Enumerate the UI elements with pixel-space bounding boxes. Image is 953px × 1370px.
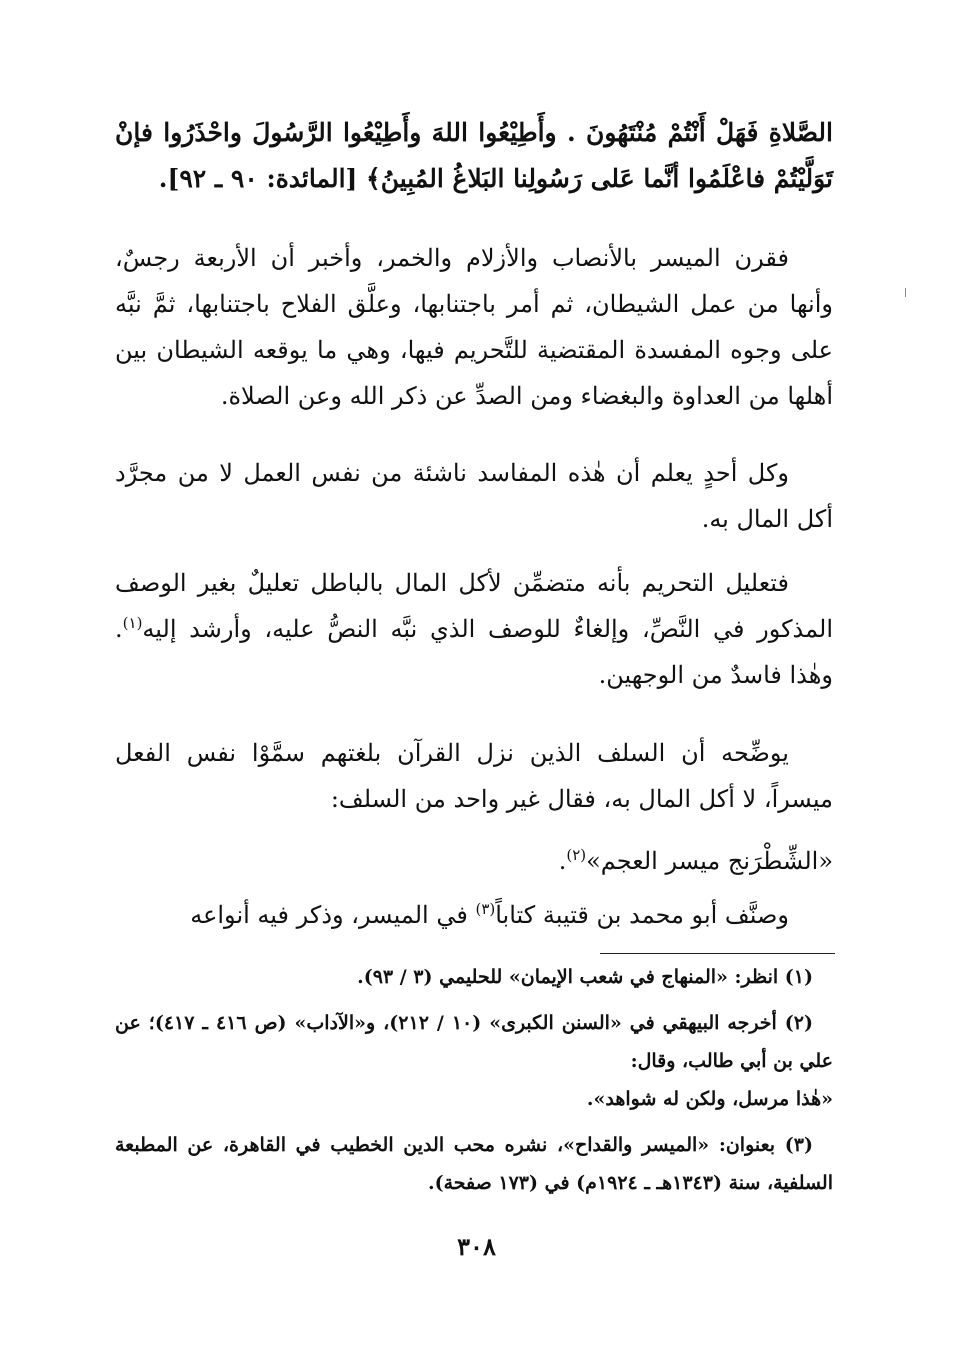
quote-text: «الشِّطْرَنج ميسر العجم» <box>586 847 833 875</box>
footnote-3: (٣) بعنوان: «الميسر والقداح»، نشره محب الدين الخطيب في القاهرة، عن المطبعة السلفية، سنة (١٣٤٣هـ ـ ١٩٢٤م) في (١٧٣ صفحة). <box>115 1134 833 1194</box>
footnote-2: (٢) أخرجه البيهقي في «السنن الكبرى» (١٠ / ٢١٢)، و«الآداب» (ص ٤١٦ ـ ٤١٧)؛ عن علي بن أبي طالب، وقال: <box>115 1012 833 1072</box>
paragraph-3-text: فتعليل التحريم بأنه متضمِّن لأكل المال بالباطل تعليلٌ بغير الوصف المذكور في النَّصِّ، وإلغاءٌ للوصف الذي نبَّه النصُّ عليه، وأرشد إليه <box>115 569 833 643</box>
footnote-ref-1: (١) <box>122 614 143 632</box>
quran-verse: الصَّلاةِ فَهَلْ أَنْتُمْ مُنْتَهُونَ . وأَطِيْعُوا اللهَ وأَطِيْعُوا الرَّسُولَ واحْذَرُوا فإنْ تَوَلَّيْتُمْ فاعْلَمُوا أنَّما عَلى رَسُولِنا البَلاغُ المُبِينُ﴾ [المائدة: ٩٠ ـ ٩٢]. <box>115 118 833 193</box>
footnote-1: (١) انظر: «المنهاج في شعب الإيمان» للحليمي (٣ / ٩٣). <box>357 966 813 988</box>
footnote-ref-2: (٢) <box>566 846 587 864</box>
quote-line: «الشِّطْرَنج ميسر العجم»$^{(٢)}$. <box>558 846 833 875</box>
footnote-divider <box>600 953 835 954</box>
paragraph-5 <box>115 892 833 938</box>
footnote-2-quote: «هٰذا مرسل، ولكن له شواهد». <box>586 1088 833 1110</box>
footnotes <box>115 958 833 1210</box>
page-number: ٣٠٨ <box>457 1232 496 1261</box>
paragraph-3-ending: . وهٰذا فاسدٌ من الوجهين. <box>115 615 833 689</box>
paragraph-5-ending: في الميسر، وذكر فيه أنواعه <box>190 901 476 929</box>
paragraph-3 <box>115 560 833 698</box>
paragraph-5-text: وصنَّف أبو محمد بن قتيبة كتاباً <box>495 901 789 929</box>
footnote-ref-3: (٣) <box>475 900 496 918</box>
paragraph-2: وكل أحدٍ يعلم أن هٰذه المفاسد ناشئة من نفس العمل لا من مجرَّد أكل المال به. <box>115 459 833 533</box>
paragraph-1: فقرن الميسر بالأنصاب والأزلام والخمر، وأخبر أن الأربعة رجسٌ، وأنها من عمل الشيطان، ثم أمر باجتنابها، وعلَّق الفلاح باجتنابها، ثمَّ نبَّه على وجوه المفسدة المقتضية للتَّحريم فيها، وهي ما يوقعه الشيطان بين أهلها من العداوة والبغضاء ومن الصدِّ عن ذكر الله وعن الصلاة. <box>115 244 833 410</box>
margin-mark <box>905 288 906 297</box>
paragraph-4: يوضِّحه أن السلف الذين نزل القرآن بلغتهم سمَّوْا نفس الفعل ميسراً، لا أكل المال به، فقال غير واحد من السلف: <box>115 739 833 813</box>
